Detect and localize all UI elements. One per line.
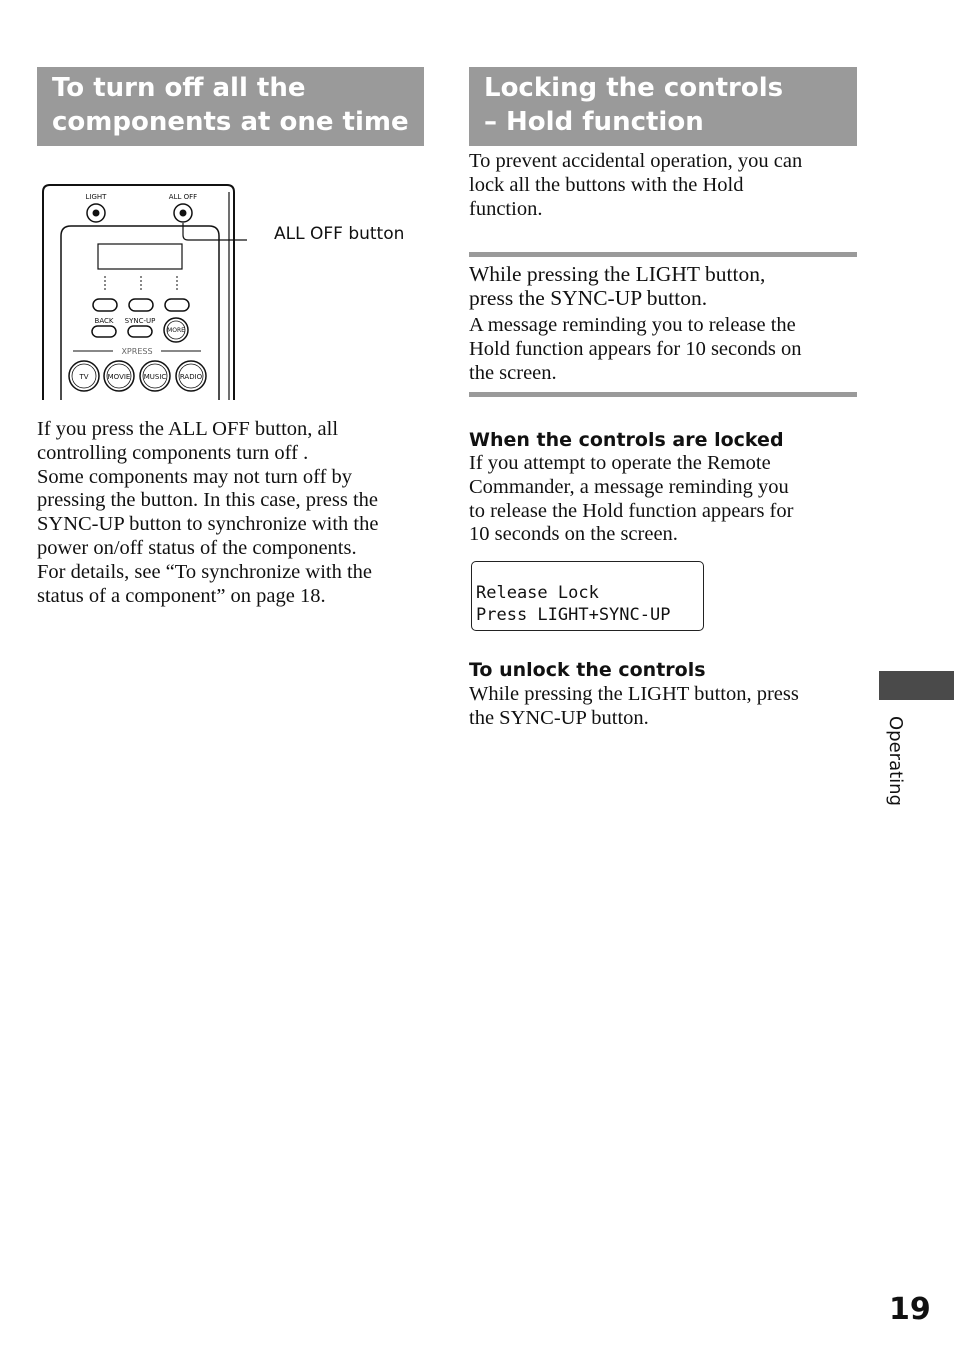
text-line: status of a component” on page 18. <box>37 584 326 607</box>
text-line: While pressing the LIGHT button, <box>469 262 766 286</box>
unlock-paragraph <box>469 683 869 731</box>
step-bottom-rule <box>469 392 857 397</box>
text-line: SYNC-UP button to synchronize with the <box>37 513 379 536</box>
radio-button-label: RADIO <box>179 373 203 381</box>
lcd-message-display <box>471 561 704 631</box>
left-paragraph <box>37 418 437 608</box>
sync-up-button-label: SYNC-UP <box>124 317 156 325</box>
text-line: power on/off status of the components. <box>37 536 357 559</box>
text-line: pressing the button. In this case, press the <box>37 489 379 512</box>
lcd-line: Release Lock <box>476 583 599 603</box>
intro-paragraph <box>469 150 869 221</box>
all-off-button-label: ALL OFF <box>168 193 198 201</box>
unlock-heading: To unlock the controls <box>469 659 706 681</box>
lcd-line: Press LIGHT+SYNC-UP <box>476 605 671 625</box>
text-line: press the SYNC-UP button. <box>469 285 708 310</box>
step-instruction <box>469 263 869 311</box>
more-button-label: MORE <box>167 327 185 334</box>
text-line: Some components may not turn off by <box>37 465 353 488</box>
movie-button-label: MOVIE <box>107 373 131 381</box>
light-button-label: LIGHT <box>85 193 107 201</box>
section-tab <box>879 671 954 700</box>
music-button-label: MUSIC <box>143 373 167 381</box>
text-line: To prevent accidental operation, you can <box>469 150 803 172</box>
text-line: 10 seconds on the screen. <box>469 523 678 546</box>
remote-control-illustration <box>37 180 247 402</box>
sync-up-button <box>128 326 152 337</box>
text-line: the screen. <box>469 361 557 384</box>
text-line: A message reminding you to release the <box>469 314 796 336</box>
all-off-button-callout: ALL OFF button <box>274 224 405 244</box>
locked-paragraph <box>469 452 869 547</box>
page-number: 19 <box>889 1292 931 1327</box>
text-line: Hold function appears for 10 seconds on <box>469 337 802 360</box>
text-line: While pressing the LIGHT button, press <box>469 683 799 705</box>
text-line: function. <box>469 197 543 220</box>
heading-line: – Hold function <box>484 107 704 137</box>
text-line: the SYNC-UP button. <box>469 706 649 729</box>
xpress-label: XPRESS <box>121 347 153 356</box>
heading-line: To turn off all the <box>52 73 306 103</box>
heading-line: Locking the controls <box>484 73 784 103</box>
right-section-heading <box>469 67 857 146</box>
text-line: to release the Hold function appears for <box>469 499 794 522</box>
heading-line: components at one time <box>52 107 409 137</box>
text-line: If you attempt to operate the Remote <box>469 452 771 474</box>
locked-heading: When the controls are locked <box>469 429 784 451</box>
text-line: If you press the ALL OFF button, all <box>37 418 339 440</box>
text-line: controlling components turn off . <box>37 441 309 464</box>
step-note <box>469 314 869 385</box>
tv-button-label: TV <box>79 373 89 381</box>
text-line: For details, see “To synchronize with the <box>37 560 373 583</box>
text-line: lock all the buttons with the Hold <box>469 173 744 196</box>
left-section-heading <box>37 67 424 146</box>
step-top-rule <box>469 252 857 257</box>
side-section-label: Operating <box>885 716 906 806</box>
text-line: Commander, a message reminding you <box>469 475 789 498</box>
back-button-label: BACK <box>94 317 114 325</box>
back-button <box>92 326 116 337</box>
